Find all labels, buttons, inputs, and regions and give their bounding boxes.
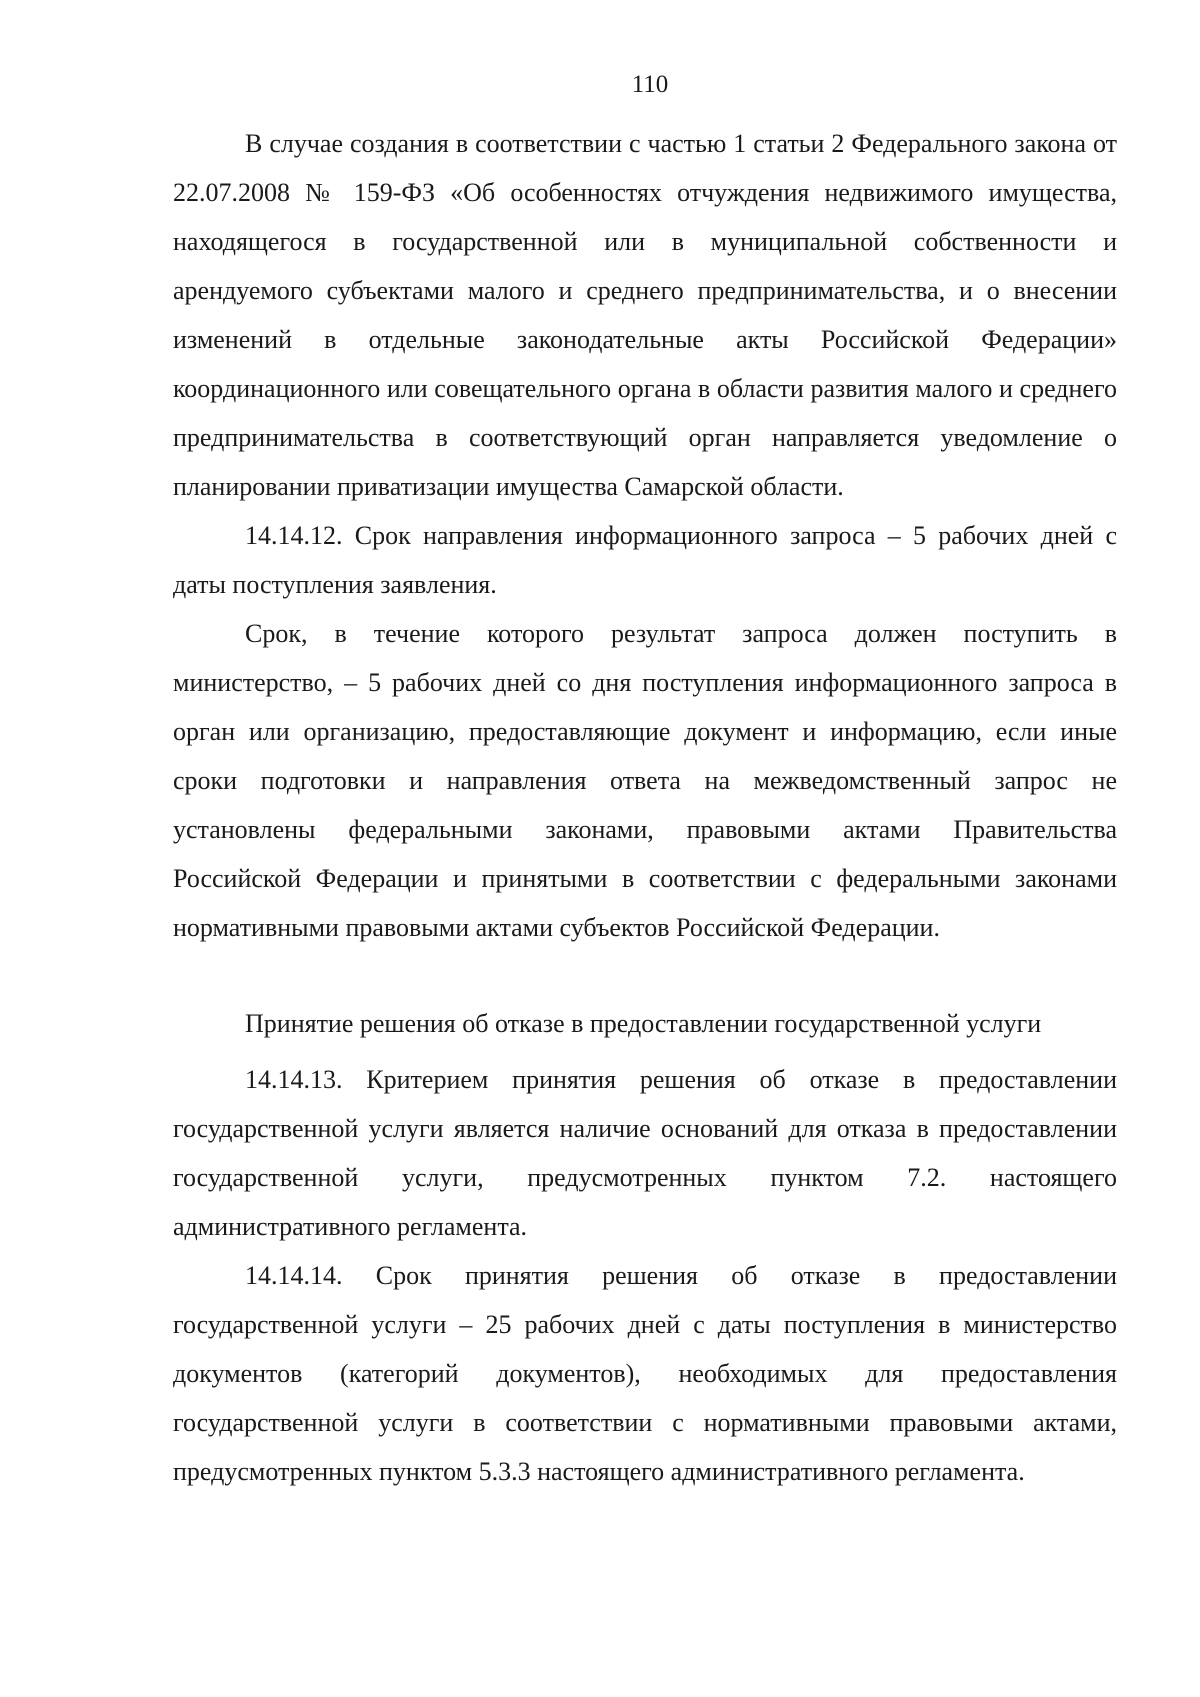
paragraph-privatization-notice: В случае создания в соответствии с частью 1 статьи 2 Федерального закона от 22.07.2008 № 159-ФЗ «Об особенностях отчуждения недвижимого имущества, находящегося в государственной или в муниципальной собственности и арендуемого субъектами малого и среднего предпринимательства, и о внесении изменений в отдельные законодательные акты Российской Федерации» координационного или совещательного органа в области развития малого и среднего предпринимательства в соответствующий орган направляется уведомление о планировании приватизации имущества Самарской области. xyxy=(173,129,1117,501)
paragraph-14-14-13: 14.14.13. Критерием принятия решения об отказе в предоставлении государственной услуги является наличие оснований для отказа в предоставлении государственной услуги, предусмотренных пунктом 7.2. настоящего административного регламента. xyxy=(173,1065,1117,1241)
paragraph-14-14-14: 14.14.14. Срок принятия решения об отказе в предоставлении государственной услуги – 25 рабочих дней с даты поступления в министерство документов (категорий документов), необходимых для предоставления государственной услуги в соответствии с нормативными правовыми актами, предусмотренных пунктом 5.3.3 настоящего административного регламента. xyxy=(173,1261,1117,1486)
paragraph-request-deadline: Срок, в течение которого результат запроса должен поступить в министерство, – 5 рабочих дней со дня поступления информационного запроса в орган или организацию, предоставляющие документ и информацию, если иные сроки подготовки и направления ответа на межведомственный запрос не установлены федеральными законами, правовыми актами Правительства Российской Федерации и принятыми в соответствии с федеральными законами нормативными правовыми актами субъектов Российской Федерации. xyxy=(173,619,1117,942)
section-heading: Принятие решения об отказе в предоставлении государственной услуги xyxy=(245,1009,1042,1038)
document-body xyxy=(173,119,1117,1496)
page-number: 110 xyxy=(631,71,669,98)
paragraph-14-14-12: 14.14.12. Срок направления информационного запроса – 5 рабочих дней с даты поступления заявления. xyxy=(173,521,1117,599)
